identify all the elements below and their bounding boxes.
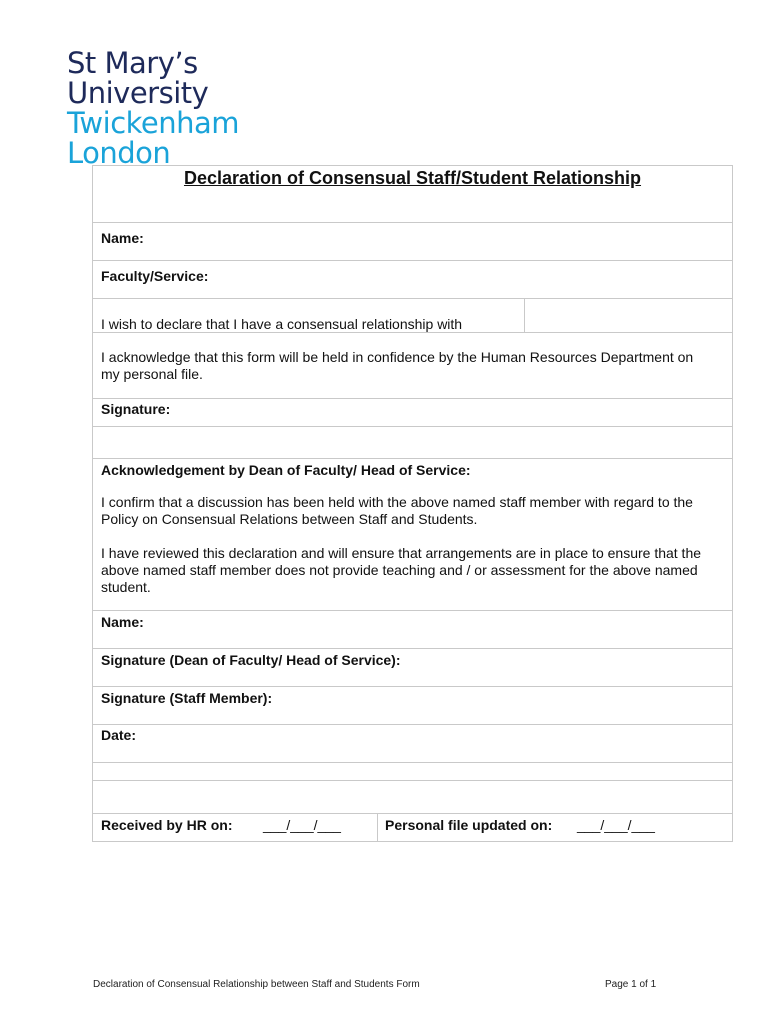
page-number: Page 1 of 1 bbox=[605, 979, 657, 990]
spacer-row-2 bbox=[92, 780, 733, 813]
name-row[interactable] bbox=[92, 222, 733, 260]
name2-row[interactable] bbox=[92, 610, 733, 648]
personal-file-label: Personal file updated on: bbox=[385, 817, 553, 833]
sig-dean-label: Signature (Dean of Faculty/ Head of Service): bbox=[101, 652, 401, 668]
faculty-row[interactable] bbox=[92, 260, 733, 298]
name-label: Name: bbox=[101, 230, 144, 246]
spacer-row bbox=[92, 762, 733, 780]
signature-field[interactable] bbox=[92, 426, 733, 458]
acknowledge-row bbox=[92, 332, 733, 398]
hr-row bbox=[92, 813, 733, 842]
hr-divider bbox=[377, 814, 378, 841]
personal-file-date-field[interactable]: ___/___/___ bbox=[577, 817, 655, 833]
dean-ack-row bbox=[92, 458, 733, 610]
logo-line-3: Twickenham bbox=[67, 106, 240, 140]
sig-staff-row[interactable] bbox=[92, 686, 733, 724]
received-label: Received by HR on: bbox=[101, 817, 233, 833]
review-text: I have reviewed this declaration and will ensure that arrangements are in place to ensure that the above named staff member does not provide teaching and / or assessment for the above named student. bbox=[101, 545, 702, 595]
faculty-label: Faculty/Service: bbox=[101, 268, 209, 284]
declare-row bbox=[92, 298, 733, 332]
declare-text: I wish to declare that I have a consensual relationship with bbox=[101, 316, 463, 332]
relationship-with-field[interactable] bbox=[525, 299, 732, 332]
logo-line-4: London bbox=[67, 136, 171, 170]
date-label: Date: bbox=[101, 727, 137, 743]
footer-title: Declaration of Consensual Relationship between Staff and Students Form bbox=[93, 979, 420, 990]
name2-label: Name: bbox=[101, 614, 144, 630]
title-row bbox=[92, 165, 733, 222]
form-title: Declaration of Consensual Staff/Student Relationship bbox=[183, 168, 642, 188]
logo-line-2: University bbox=[67, 76, 209, 110]
sig-staff-label: Signature (Staff Member): bbox=[101, 690, 273, 706]
acknowledge-text: I acknowledge that this form will be held in confidence by the Human Resources Department on my personal file. bbox=[101, 349, 694, 382]
date-row[interactable] bbox=[92, 724, 733, 762]
sig-dean-row[interactable] bbox=[92, 648, 733, 686]
signature-label: Signature: bbox=[101, 401, 171, 417]
university-logo bbox=[67, 48, 239, 168]
logo-line-1: St Mary’s bbox=[67, 46, 198, 80]
confirm-text: I confirm that a discussion has been held with the above named staff member with regard to the Policy on Consensual Relations between Staff and Students. bbox=[101, 494, 693, 527]
received-date-field[interactable]: ___/___/___ bbox=[263, 817, 341, 833]
signature-label-row bbox=[92, 398, 733, 426]
dean-ack-label: Acknowledgement by Dean of Faculty/ Head of Service: bbox=[101, 462, 471, 478]
